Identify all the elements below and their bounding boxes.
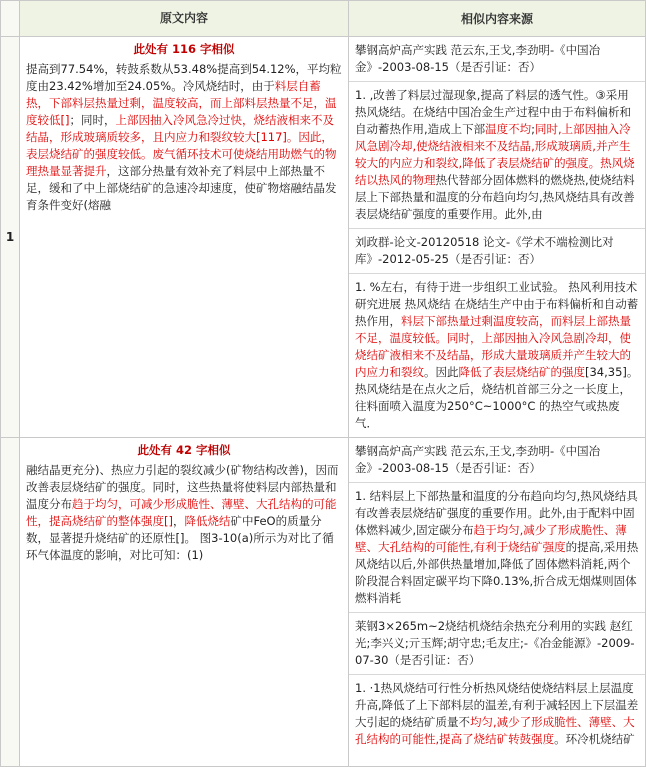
original-text-cell <box>20 37 349 438</box>
highlighted-text: 上部因抽入冷风急冷过快，烧结液相来不及结晶，形成玻璃质较多，且内应力和裂纹较大[117]。因此，表层烧结矿的强度较低。废气循环技术可使烧结用助燃气的物理热量显著提升 <box>26 113 337 178</box>
similarity-count: 此处有 116 字相似 <box>133 42 235 56</box>
original-text <box>26 462 342 564</box>
highlighted-text: 趋于均匀,减少了形成脆性、薄壁、大孔结构的可能性,有利于烧结矿强度 <box>355 523 627 554</box>
text-segment: 的提高,采用热风烧结以后,外部供热量增加,降低了固体燃料消耗,两个阶段混合料固定碳平均下降0.13%,折合成无烟煤则固体燃料消耗 <box>355 540 639 605</box>
highlighted-text: 同时,上部因抽入冷风急剧冷却,使烧结液相来不及结晶,形成玻璃质,并产生较大的内应力和裂纹,降低了表层烧结矿的强度。热风烧结以热风的物理 <box>355 122 635 187</box>
table-header-row <box>1 1 646 37</box>
source-snippet <box>349 274 645 437</box>
highlighted-text: 降低烧结 <box>184 514 231 528</box>
source-snippet <box>349 82 645 229</box>
source-citation[interactable]: 攀钢高炉高产实践 范云东,王戈,李劲明-《中国冶金》-2003-08-15（是否引证：否） <box>349 438 645 483</box>
source-citation[interactable]: 刘政群-论文-20120518 论文-《学术不端检测比对库》-2012-05-25（是否引证：否） <box>349 229 645 274</box>
index-header <box>1 1 20 37</box>
highlighted-text: 降低了表层烧结矿的强度 <box>458 365 585 379</box>
text-segment: 1. 结料层上下部热量和温度的分布趋向均匀,热风烧结具有改善表层烧结矿强度的重要作用。此外,由于配料中固体燃料减少,固定碳分布 <box>355 489 638 537</box>
original-text-cell <box>20 438 349 767</box>
sources-cell <box>349 37 646 438</box>
highlighted-text: 趋于均匀，可减少形成脆性、薄壁、大孔结构的可能性，提高烧结矿的整体强度[] <box>26 497 337 528</box>
text-segment: 热代替部分固体燃料的燃烧热,使烧结料层上下部热量和温度的分布趋向均匀,热风烧结具有改善表层烧结矿强度的重要作用。此外,由 <box>355 173 635 221</box>
highlighted-text: 均匀,减少了形成脆性、薄壁、大孔结构的可能性,提高了烧结矿转鼓强度 <box>355 715 635 746</box>
source-citation[interactable]: 莱钢3×265m~2烧结机烧结余热充分利用的实践 赵红光;李兴义;亓玉辉;胡守忠;毛友庄;-《冶金能源》-2009-07-30（是否引证：否） <box>349 613 645 675</box>
text-segment: [34,35]。热风烧结是在点火之后，烧结机首部三分之一长度上，往料面喷入温度为250°C~1000°C 的热空气或热废气． <box>355 365 639 430</box>
table-row <box>1 438 646 767</box>
text-segment: ， <box>172 514 185 528</box>
original-content-header: 原文内容 <box>20 1 349 37</box>
highlighted-text: 温度不均 <box>485 122 532 136</box>
text-segment: 矿中FeO的质量分数，显著提升烧结矿的还原性[]。 图3-10(a)所示为对比了循环气体温度的影响，对比可知：(1) <box>26 514 334 562</box>
source-snippet <box>349 675 645 753</box>
row-index: 1 <box>1 37 20 438</box>
table-row <box>1 37 646 438</box>
source-snippet <box>349 483 645 613</box>
similarity-count: 此处有 42 字相似 <box>137 443 231 457</box>
text-segment: 。因此 <box>424 365 459 379</box>
original-text <box>26 61 342 214</box>
highlighted-text: 料层下部热量过剩温度较高，而料层上部热量不足，温度较低。同时，上部因抽入冷风急剧冷却，使烧结矿液相来不及结晶，形成大量玻璃质并产生较大的内应力和裂纹 <box>355 314 631 379</box>
text-segment: ; <box>531 122 536 136</box>
source-citation[interactable]: 攀钢高炉高产实践 范云东,王戈,李劲明-《中国冶金》-2003-08-15（是否引证：否） <box>349 37 645 82</box>
highlighted-text: 料层自蓄热，下部料层热量过剩，温度较高，而上部料层热量不足，温度较低[] <box>26 79 337 127</box>
text-segment: 1. ·1热风烧结可行性分析热风烧结使烧结料层上层温度升高,降低了上下部料层的温差,有利于减轻因上下层温差大引起的烧结矿质量不 <box>355 681 639 729</box>
row-index <box>1 438 20 767</box>
text-segment: 1. ,改善了料层过湿现象,提高了料层的透气性。③采用热风烧结。在烧结中国冶金生产过程中由于布料偏析和自动蓄热作用,造成上下部 <box>355 88 631 136</box>
sources-cell <box>349 438 646 767</box>
text-segment: ，这部分热量有效补充了料层中上部热量不足，缓和了中上部烧结矿的急速冷却速度，使矿物熔融结晶发育条件变好(熔融 <box>26 164 337 212</box>
text-segment: 。环冷机烧结矿 <box>554 732 635 746</box>
text-segment: 融结晶更充分)、热应力引起的裂纹减少(矿物结构改善)，因而改善表层烧结矿的强度。同时，这些热量将使料层内部热量和温度分布 <box>26 463 339 511</box>
source-header: 相似内容来源 <box>349 1 646 37</box>
text-segment: ；同时， <box>69 113 116 127</box>
text-segment: 提高到77.54%，转鼓系数从53.48%提高到54.12%，平均粒度由23.42%增加至24.05%。冷风烧结时，由于 <box>26 62 342 93</box>
text-segment: 1. %左右，有待于进一步组织工业试验。 热风利用技术研究进展 热风烧结 在烧结生产中由于布料偏析和自动蓄热作用， <box>355 280 639 328</box>
